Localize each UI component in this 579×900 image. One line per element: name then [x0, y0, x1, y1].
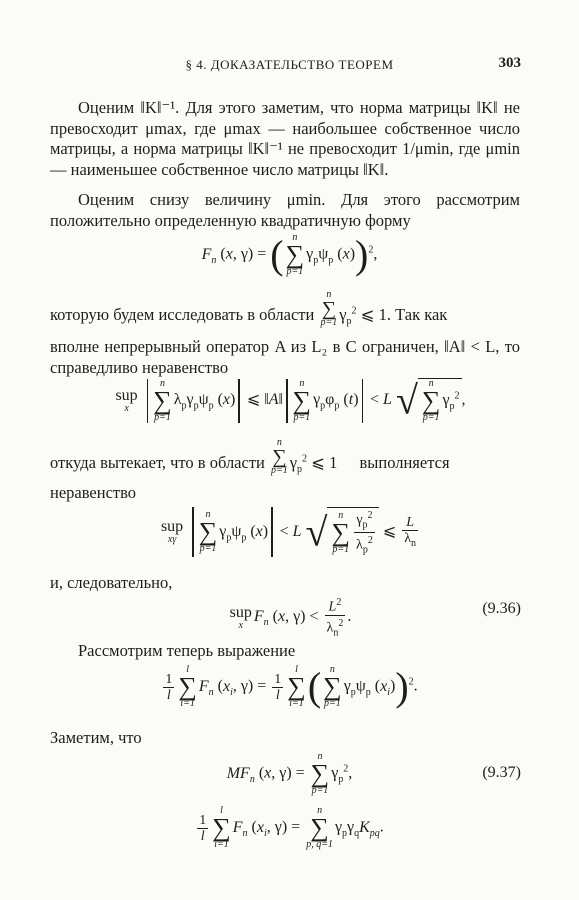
- equation-9-36: sup x $F_n$ (x, γ) < $\frac{L^2}{\lambda_n^2}$ .: [229, 597, 352, 639]
- paragraph-2: Оценим снизу величину μmin. Для этого рассмотрим положительно определенную квадратичную форму: [50, 190, 520, 230]
- paragraph-7: и, следовательно,: [50, 573, 173, 592]
- equation-sup-2: sup xγ n ∑ p=1 $\gamma_p\psi_p$ (x) < L √ n ∑ p=1 $\frac{\gamma_p^2}{\lambda_p^2}$ ⩽ $\frac{L}{\lambda_n}$: [0, 507, 579, 558]
- paragraph-4: вполне непрерывный оператор A из L₂ в C ограничен, ‖A‖ < L, то справедливо неравенство: [50, 337, 520, 377]
- paragraph-8: Рассмотрим теперь выражение: [78, 641, 296, 660]
- paragraph-5: откуда вытекает, что в области n ∑ p=1 $\gamma_p^2$ ⩽ 1 выполняется: [50, 437, 450, 476]
- running-header-title: § 4. ДОКАЗАТЕЛЬСТВО ТЕОРЕМ: [185, 57, 394, 72]
- equation-sup-1: sup x n ∑ p=1 $\lambda_p\gamma_p\psi_p$ (x) ⩽ ‖A‖ n ∑ p=1 $\gamma_p\varphi_p$ (t) < L √ n ∑ p=1 $\gamma_p^2$ ,: [115, 377, 466, 423]
- equation-number-9-36: (9.36): [482, 600, 521, 617]
- equation-number-9-37: (9.37): [482, 764, 521, 781]
- paragraph-3: которую будем исследовать в области n ∑ p=1 $\gamma_p^2$ ⩽ 1. Так как: [50, 289, 448, 328]
- equation-last: $\frac{1}{l}$ l ∑ i=1 $F_n$ ($x_i$, γ) = n ∑ p, q=1 $\gamma_p\gamma_qK_{pq}$.: [199, 805, 384, 850]
- equation-F: $F_n$ (x, γ) = ( n ∑ p=1 $\gamma_p\psi_p$ (x))$^2$,: [201, 232, 378, 277]
- paragraph-9: Заметим, что: [50, 728, 142, 747]
- paragraph-6: неравенство: [50, 483, 137, 502]
- paragraph-1: Оценим ‖K‖⁻¹. Для этого заметим, что норма матрицы ‖K‖ не превосходит μmax, где μmax — наибольшее собственное число матрицы, а норма матрицы ‖K‖⁻¹ не превосходит 1/μmin, где μmin — наименьшее собственное число матрицы ‖K‖.: [50, 98, 520, 179]
- equation-average: $\frac{1}{l}$ l ∑ i=1 $F_n$ ($x_i$, γ) = $\frac{1}{l}$ l ∑ i=1 ( n ∑ p=1 $\gamma_p\psi_p$ $(x_i))^2$.: [165, 664, 418, 709]
- page-number: 303: [498, 55, 521, 71]
- region-sum: n ∑ p=1: [320, 289, 338, 328]
- equation-9-37: $MF_n$ (x, γ) = n ∑ p=1 $\gamma_p^2$,: [226, 751, 353, 796]
